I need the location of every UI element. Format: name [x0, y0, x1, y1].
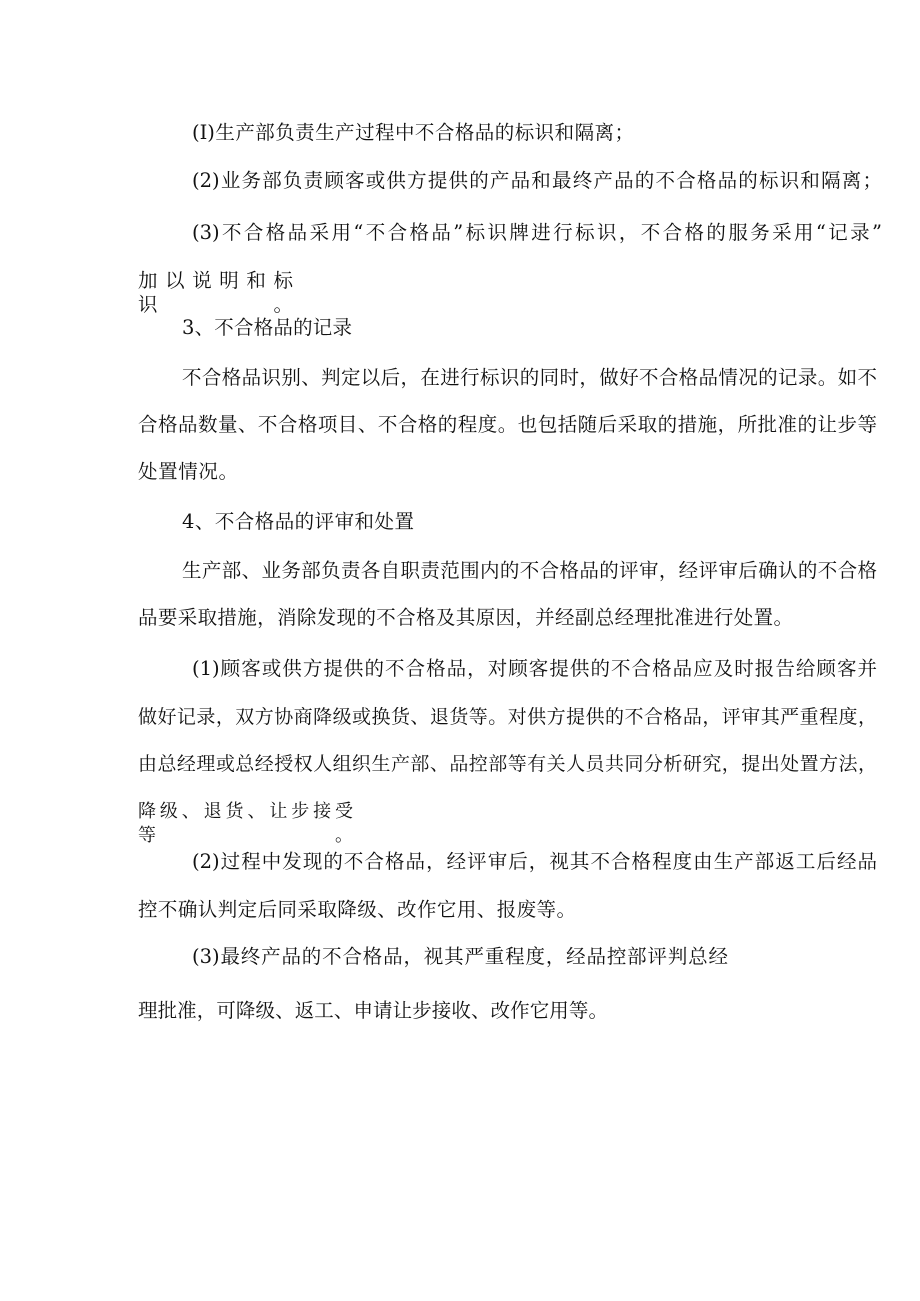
paragraph-line: (3)最终产品的不合格品，视其严重程度，经品控部评判总经: [192, 945, 728, 968]
paragraph-line: (2)业务部负责顾客或供方提供的产品和最终产品的不合格品的标识和隔离；: [192, 169, 882, 192]
paragraph-line: (I)生产部负责生产过程中不合格品的标识和隔离；: [192, 121, 634, 144]
paragraph-line: 不合格品识别、判定以后，在进行标识的同时，做好不合格品情况的记录。如不: [182, 366, 877, 389]
paragraph-line: 生产部、业务部负责各自职责范围内的不合格品的评审，经评审后确认的不合格: [182, 559, 877, 582]
section-heading: 3、不合格品的记录: [182, 316, 352, 339]
paragraph-line: 理批准，可降级、返工、申请让步接收、改作它用等。: [138, 999, 608, 1022]
paragraph-line: 加以说明和标识。: [138, 269, 293, 316]
paragraph-line: 品要采取措施，消除发现的不合格及其原因，并经副总经理批准进行处置。: [138, 606, 793, 629]
paragraph-line: 合格品数量、不合格项目、不合格的程度。也包括随后采取的措施，所批准的让步等: [138, 413, 877, 436]
paragraph-line: (1)顾客或供方提供的不合格品，对顾客提供的不合格品应及时报告给顾客并: [192, 657, 877, 680]
paragraph-line: 降级、退货、让步接受等。: [138, 801, 353, 846]
paragraph-line: 由总经理或总经授权人组织生产部、品控部等有关人员共同分析研究，提出处置方法，: [138, 753, 877, 775]
paragraph-line: (2)过程中发现的不合格品，经评审后，视其不合格程度由生产部返工后经品: [192, 850, 877, 873]
paragraph-line: (3)不合格品采用“不合格品”标识牌进行标识，不合格的服务采用“记录”: [192, 221, 882, 244]
paragraph-line: 控不确认判定后同采取降级、改作它用、报废等。: [138, 898, 576, 921]
paragraph-line: 处置情况。: [138, 460, 238, 483]
section-heading: 4、不合格品的评审和处置: [182, 510, 414, 533]
paragraph-line: 做好记录，双方协商降级或换货、退货等。对供方提供的不合格品，评审其严重程度，: [138, 706, 877, 728]
